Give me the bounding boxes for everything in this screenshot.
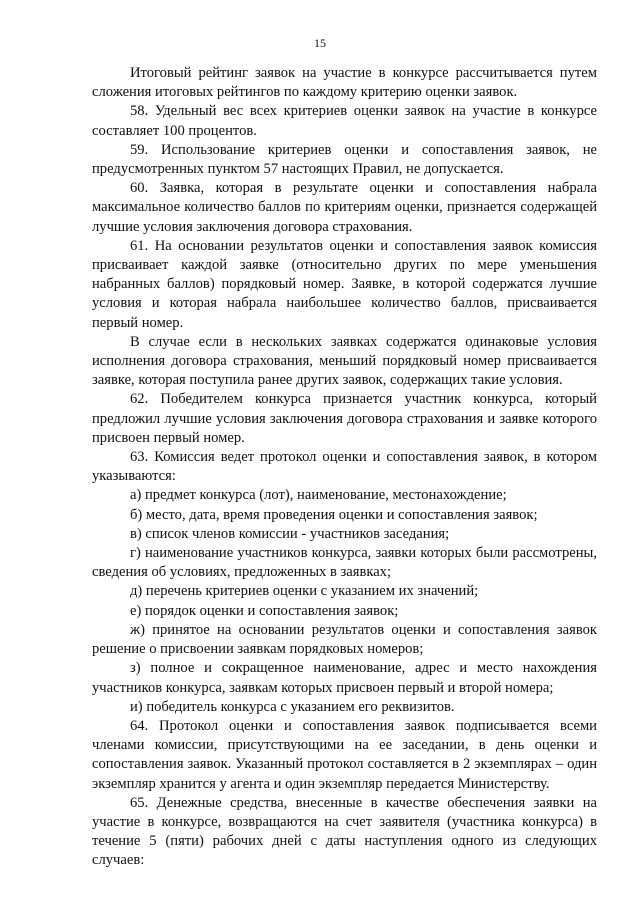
paragraph-58: 58. Удельный вес всех критериев оценки заявок на участие в конкурсе составляет 100 процентов. (92, 103, 597, 139)
list-item-i: и) победитель конкурса с указанием его реквизитов. (130, 698, 455, 715)
list-item-v: в) список членов комиссии - участников заседания; (130, 525, 450, 542)
list-item-e: е) порядок оценки и сопоставления заявок; (130, 602, 399, 619)
paragraph-59: 59. Использование критериев оценки и сопоставления заявок, не предусмотренных пунктом 57 настоящих Правил, не допускается. (92, 141, 597, 178)
document-body (92, 64, 597, 871)
list-item-g: г) наименование участников конкурса, заявки которых были рассмотрены, сведения об условиях, предложенных в заявках; (92, 545, 597, 581)
paragraph-63: 63. Комиссия ведет протокол оценки и сопоставления заявок, в котором указываются: (92, 449, 597, 485)
list-item-z: з) полное и сокращенное наименование, адрес и место нахождения участников конкурса, заявкам которых присвоен первый и второй номера; (92, 660, 597, 696)
paragraph-61: 61. На основании результатов оценки и сопоставления заявок комиссия присваивает каждой заявке (относительно других по мере уменьшения набранных баллов) порядковый номер. Заявке, в которой содержатся лучшие условия и которая набрала наибольшее количество баллов, присваивается первый номер. (92, 237, 597, 331)
list-item-a: а) предмет конкурса (лот), наименование, местонахождение; (130, 487, 507, 504)
page-number: 15 (314, 36, 326, 50)
paragraph-65: 65. Денежные средства, внесенные в качестве обеспечения заявки на участие в конкурсе, возвращаются на счет заявителя (участника конкурса) в течение 5 (пяти) рабочих дней с даты наступления одного из следующих случаев: (92, 794, 597, 869)
list-item-zh: ж) принятое на основании результатов оценки и сопоставления заявок решение о присвоении заявкам порядковых номеров; (92, 621, 597, 658)
list-item-b: б) место, дата, время проведения оценки и сопоставления заявок; (130, 506, 538, 523)
list-item-d: д) перечень критериев оценки с указанием их значений; (130, 583, 479, 600)
paragraph-rating-summary: Итоговый рейтинг заявок на участие в конкурсе рассчитывается путем сложения итоговых рейтингов по каждому критерию оценки заявок. (92, 65, 597, 101)
paragraph-60: 60. Заявка, которая в результате оценки и сопоставления набрала максимальное количество баллов по критериям оценки, признается содержащей лучшие условия заключения договора страхования. (92, 180, 597, 235)
paragraph-64: 64. Протокол оценки и сопоставления заявок подписывается всеми членами комиссии, присутствующими на ее заседании, в день оценки и сопоставления заявок. Указанный протокол составляется в 2 экземплярах – один экземпляр хранится у агента и один экземпляр передается Министерству. (92, 717, 597, 792)
paragraph-62: 62. Победителем конкурса признается участник конкурса, который предложил лучшие условия заключения договора страхования и заявке которого присвоен первый номер. (92, 391, 597, 446)
paragraph-61-tie-rule: В случае если в нескольких заявках содержатся одинаковые условия исполнения договора страхования, меньший порядковый номер присваивается заявке, которая поступила ранее других заявок, содержащих такие условия. (92, 333, 597, 389)
